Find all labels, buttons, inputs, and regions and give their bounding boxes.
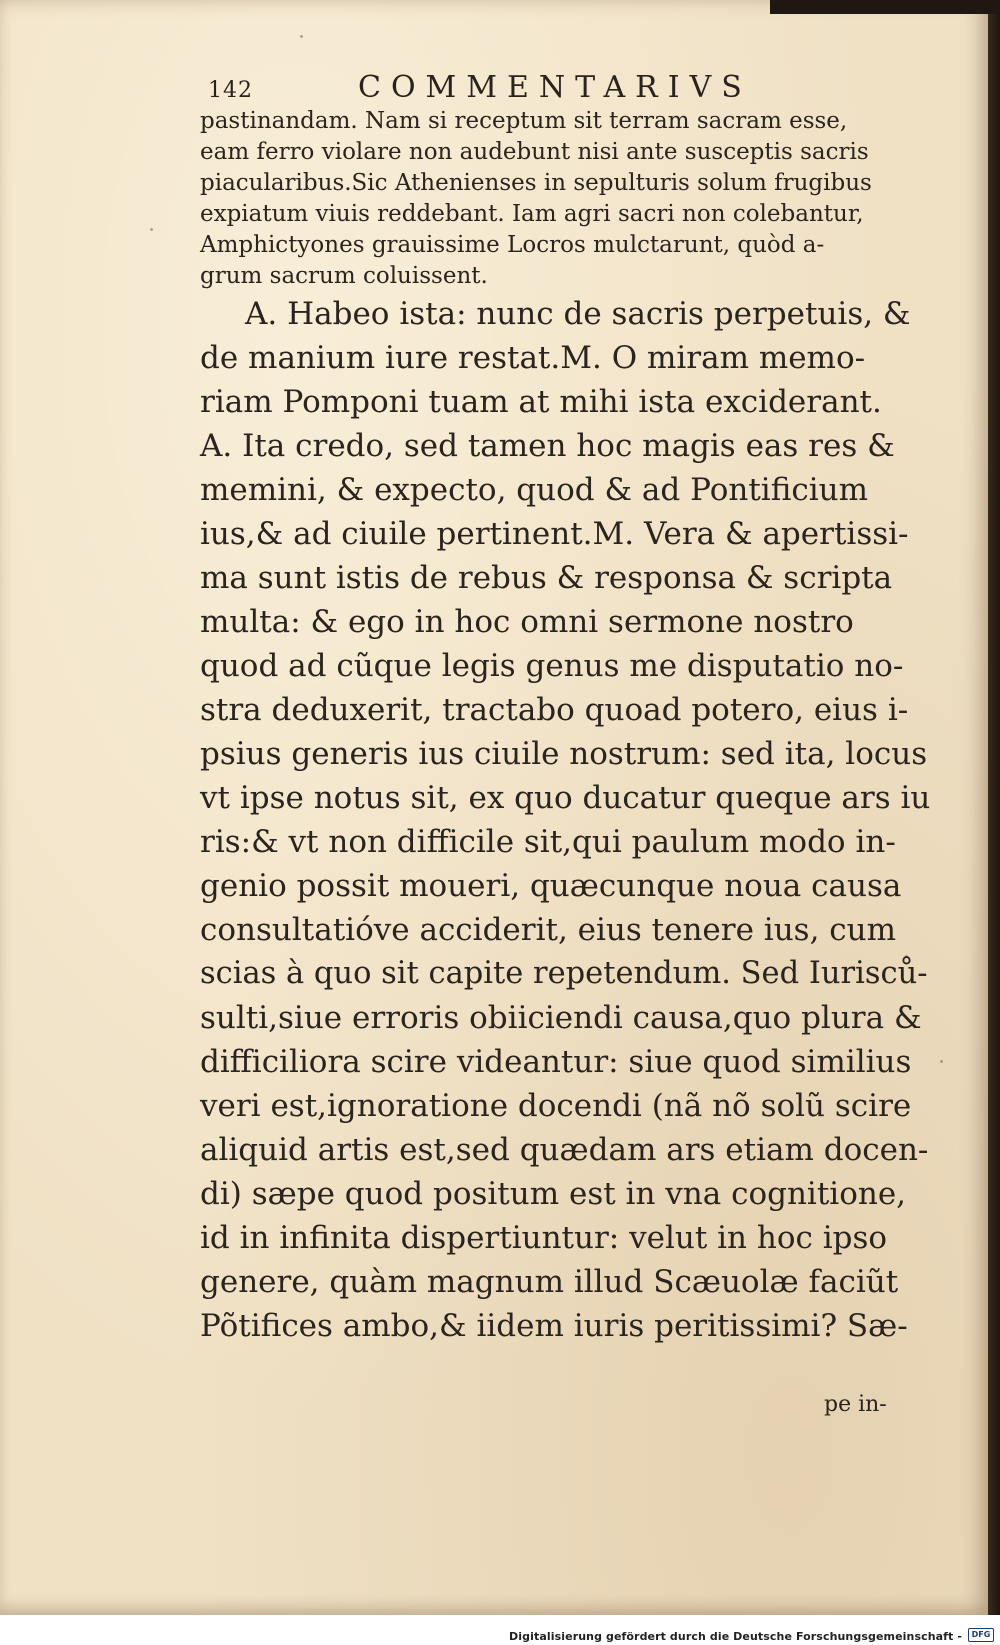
text-line: consultatióve acciderit, eius tenere ius, cum <box>200 912 897 948</box>
text-line: veri est,ignoratione docendi (nã nõ solũ scire <box>200 1088 912 1124</box>
text-line: sulti,siue erroris obiiciendi causa,quo plura & <box>200 1000 922 1036</box>
text-line: riam Pomponi tuam at mihi ista exciderant. <box>200 384 882 420</box>
text-line: piacularibus.Sic Athenienses in sepulturis solum frugibus <box>200 170 872 196</box>
dfg-logo: DFG <box>968 1628 994 1642</box>
text-line: grum sacrum coluissent. <box>200 263 488 289</box>
text-line: A. Habeo ista: nunc de sacris perpetuis, & <box>245 296 911 332</box>
text-line: de manium iure restat.M. O miram memo- <box>200 340 866 376</box>
text-line: pastinandam. Nam si receptum sit terram sacram esse, <box>200 108 848 134</box>
text-line: ris:& vt non difficile sit,qui paulum modo in- <box>200 824 896 860</box>
digitization-credit: Digitalisierung gefördert durch die Deutsche Forschungsgemeinschaft - <box>509 1630 962 1643</box>
text-line: Põtifices ambo,& iidem iuris peritissimi? Sæ- <box>200 1308 908 1344</box>
text-line: id in infinita dispertiuntur: velut in hoc ipso <box>200 1220 888 1256</box>
text-line: ius,& ad ciuile pertinent.M. Vera & apertissi- <box>200 516 909 552</box>
text-line: di) sæpe quod positum est in vna cognitione, <box>200 1176 907 1212</box>
text-line: Amphictyones grauissime Locros mulctarunt, quòd a- <box>200 232 825 258</box>
text-line: genere, quàm magnum illud Scæuolæ faciũt <box>200 1264 899 1300</box>
text-line: vt ipse notus sit, ex quo ducatur queque ars iu <box>200 780 931 816</box>
running-title: COMMENTARIVS <box>358 70 752 105</box>
text-line: psius generis ius ciuile nostrum: sed ita, locus <box>200 736 928 772</box>
text-line: scias à quo sit capite repetendum. Sed Iurisců- <box>200 956 928 991</box>
text-line: difficiliora scire videantur: siue quod similius <box>200 1044 912 1080</box>
text-line: eam ferro violare non audebunt nisi ante susceptis sacris <box>200 139 869 165</box>
page-number: 142 <box>208 78 253 103</box>
text-line: multa: & ego in hoc omni sermone nostro <box>200 604 854 640</box>
text-line: memini, & expecto, quod & ad Pontificium <box>200 472 869 508</box>
scan-top-strip <box>770 0 1000 14</box>
page-header <box>208 70 948 110</box>
text-line: aliquid artis est,sed quædam ars etiam docen- <box>200 1132 929 1168</box>
text-line: A. Ita credo, sed tamen hoc magis eas res & <box>200 428 895 464</box>
catchword: pe in- <box>824 1392 887 1417</box>
text-line: stra deduxerit, tractabo quoad potero, eius i- <box>200 692 909 728</box>
text-line: ma sunt istis de rebus & responsa & scripta <box>200 560 893 596</box>
text-line: quod ad cũque legis genus me disputatio no- <box>200 648 904 684</box>
text-line: expiatum viuis reddebant. Iam agri sacri non colebantur, <box>200 201 864 227</box>
text-line: genio possit moueri, quæcunque noua causa <box>200 868 902 904</box>
page-edge <box>988 0 1000 1615</box>
